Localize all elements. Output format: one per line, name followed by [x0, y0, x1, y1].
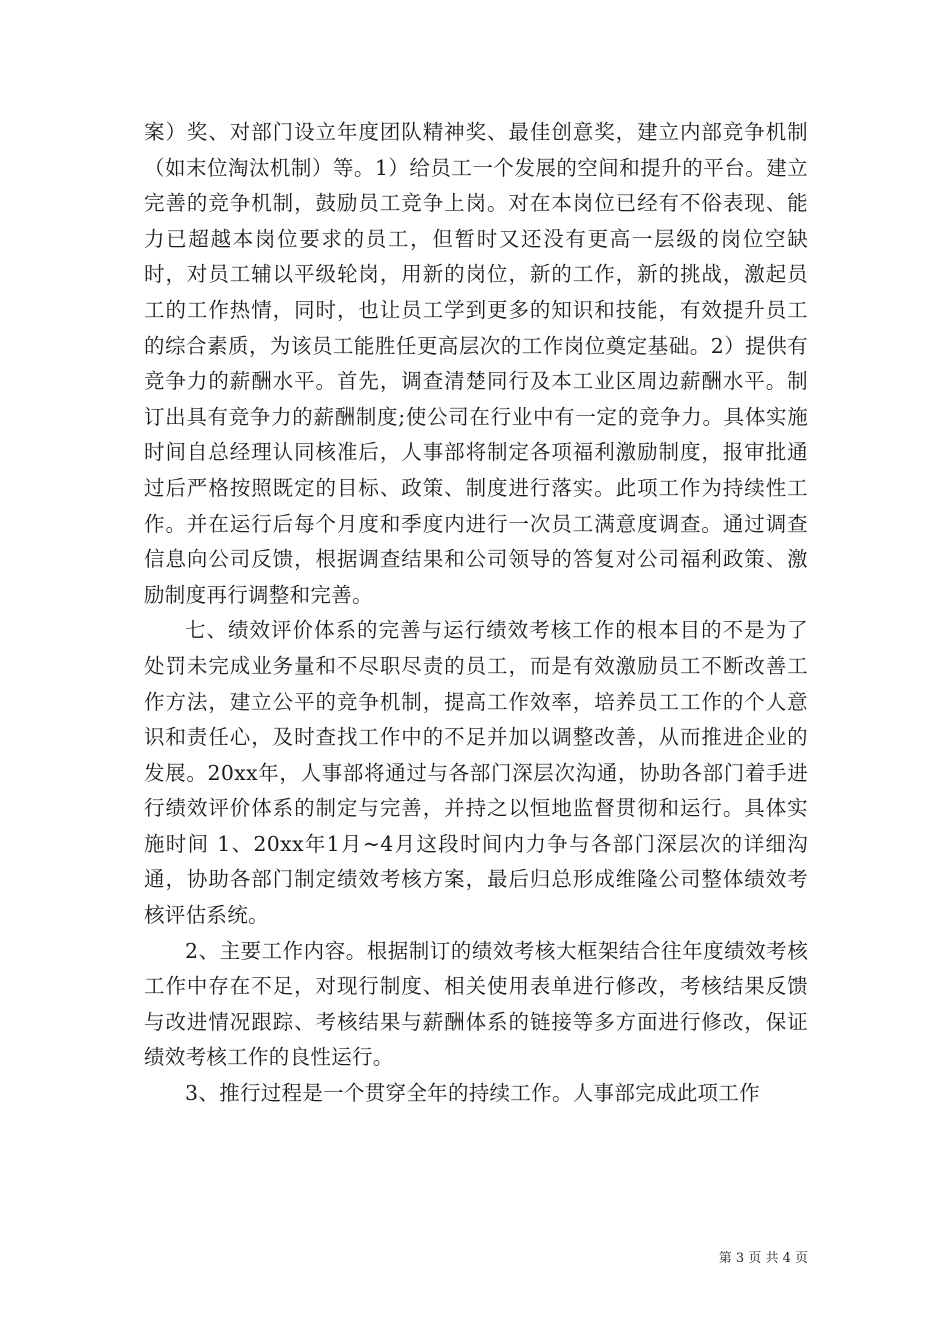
paragraph-3: 2、主要工作内容。根据制订的绩效考核大框架结合往年度绩效考核工作中存在不足，对现行制度、相关使用表单进行修改，考核结果反馈与改进情况跟踪、考核结果与薪酬体系的链接等多方面进行修改，保证绩效考核工作的良性运行。 — [144, 938, 808, 1070]
page-number-footer: 第 3 页 共 4 页 — [718, 1251, 808, 1266]
paragraph-4: 3、推行过程是一个贯穿全年的持续工作。人事部完成此项工作 — [185, 1081, 760, 1106]
document-body — [144, 115, 808, 1112]
paragraph-1: 案）奖、对部门设立年度团队精神奖、最佳创意奖，建立内部竞争机制（如末位淘汰机制）等。1）给员工一个发展的空间和提升的平台。建立完善的竞争机制，鼓励员工竞争上岗。对在本岗位已经有不俗表现、能力已超越本岗位要求的员工，但暂时又还没有更高一层级的岗位空缺时，对员工辅以平级轮岗，用新的岗位，新的工作，新的挑战，激起员工的工作热情，同时，也让员工学到更多的知识和技能，有效提升员工的综合素质，为该员工能胜任更高层次的工作岗位奠定基础。2）提供有竞争力的薪酬水平。首先，调查清楚同行及本工业区周边薪酬水平。制订出具有竞争力的薪酬制度;使公司在行业中有一定的竞争力。具体实施时间自总经理认同核准后，人事部将制定各项福利激励制度，报审批通过后严格按照既定的目标、政策、制度进行落实。此项工作为持续性工作。并在运行后每个月度和季度内进行一次员工满意度调查。通过调查信息向公司反馈，根据调查结果和公司领导的答复对公司福利政策、激励制度再行调整和完善。 — [144, 120, 808, 607]
paragraph-2: 七、绩效评价体系的完善与运行绩效考核工作的根本目的不是为了处罚未完成业务量和不尽职尽责的员工，而是有效激励员工不断改善工作方法，建立公平的竞争机制，提高工作效率，培养员工工作的个人意识和责任心，及时查找工作中的不足并加以调整改善，从而推进企业的发展。20xx年，人事部将通过与各部门深层次沟通，协助各部门着手进行绩效评价体系的制定与完善，并持之以恒地监督贯彻和运行。具体实施时间 1、20xx年1月~4月这段时间内力争与各部门深层次的详细沟通，协助各部门制定绩效考核方案，最后归总形成维隆公司整体绩效考核评估系统。 — [144, 618, 808, 928]
